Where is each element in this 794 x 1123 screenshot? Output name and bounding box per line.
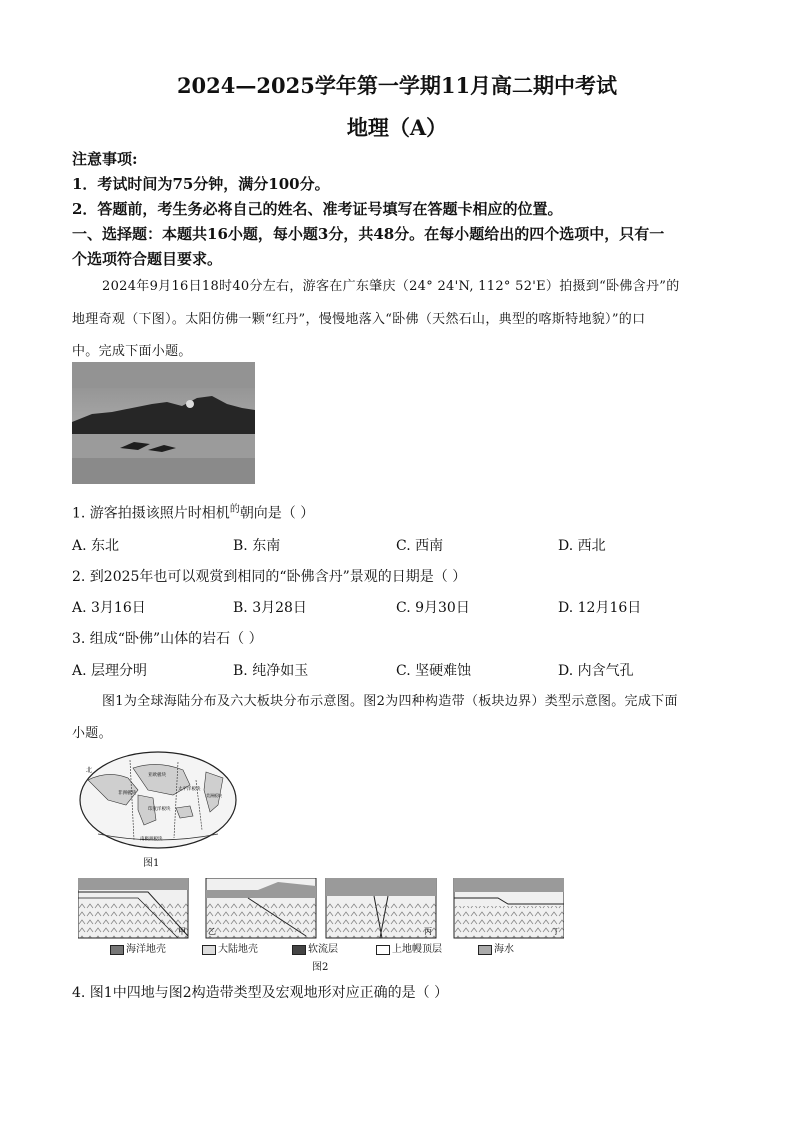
option-a[interactable]: A. 层理分明 (72, 663, 148, 679)
figure-2-caption: 图2 (312, 962, 329, 973)
map-label-eurasia: 亚欧板块 (148, 773, 166, 778)
figure-1-caption: 图1 (143, 858, 160, 869)
map-label-antarctic: 南极洲板块 (140, 837, 163, 842)
tectonic-boundary-diagram (78, 878, 564, 940)
world-plate-map (78, 750, 238, 850)
legend-item: 海洋地壳 (110, 940, 166, 955)
passage-line: 中。完成下面小题。 (72, 344, 192, 359)
exam-title: 2024—2025学年第一学期11月高二期中考试 (176, 73, 618, 98)
option-b[interactable]: B. 3月28日 (233, 600, 307, 616)
section-heading: 一、选择题：本题共16小题，每小题3分，共48分。在每小题给出的四个选项中，只有一 (72, 225, 665, 243)
option-b[interactable]: B. 东南 (233, 538, 281, 554)
passage-line: 地理奇观（下图）。太阳仿佛一颗“红丹”，慢慢地落入“卧佛（天然石山，典型的喀斯特地貌）”的口 (72, 312, 646, 327)
question-1: 1. 游客拍摄该照片时相机$^的$朝向是（ ） (72, 504, 315, 522)
legend-item: 上地幔顶层 (376, 940, 442, 955)
legend-item: 海水 (478, 940, 514, 955)
map-label-indian: 印度洋板块 (148, 807, 171, 812)
question-3: 3. 组成“卧佛”山体的岩石（ ） (72, 631, 263, 647)
panel-label: 甲 (178, 927, 186, 936)
option-d[interactable]: D. 内含气孔 (558, 663, 634, 679)
map-label-africa: 非洲板块 (118, 791, 136, 796)
section-heading-cont: 个选项符合题目要求。 (72, 250, 223, 268)
legend-item: 大陆地壳 (202, 940, 258, 955)
seawater-swatch (478, 945, 492, 955)
question-mark: 的 (229, 504, 240, 515)
panel-label: 丁 (552, 927, 560, 936)
map-label-pacific: 太平洋板块 (178, 787, 201, 792)
option-b[interactable]: B. 纯净如玉 (233, 663, 309, 679)
ocean-crust-swatch (110, 945, 124, 955)
option-a[interactable]: A. 3月16日 (72, 600, 146, 616)
asthenosphere-swatch (292, 945, 306, 955)
option-c[interactable]: C. 西南 (396, 538, 444, 554)
option-a[interactable]: A. 东北 (72, 538, 120, 554)
passage-line: 小题。 (72, 726, 112, 741)
option-d[interactable]: D. 12月16日 (558, 600, 642, 616)
notes-heading: 注意事项: (72, 150, 138, 168)
map-label-north: 北 (86, 767, 93, 774)
passage-line: 2024年9月16日18时40分左右，游客在广东肇庆（24° 24'N, 112° 52'E）拍摄到“卧佛含丹”的 (102, 279, 680, 294)
panel-ding (454, 878, 564, 938)
question-4: 4. 图1中四地与图2构造带类型及宏观地形对应正确的是（ ） (72, 985, 449, 1001)
panel-label: 乙 (208, 927, 216, 936)
question-2: 2. 到2025年也可以观赏到相同的“卧佛含丹”景观的日期是（ ） (72, 569, 467, 585)
sunset-photo (72, 362, 255, 484)
option-c[interactable]: C. 9月30日 (396, 600, 470, 616)
panel-label: 丙 (424, 927, 432, 936)
note-item: 1．考试时间为75分钟，满分100分。 (72, 175, 330, 193)
legend-item: 软流层 (292, 940, 338, 955)
map-label-america: 美洲板块 (206, 793, 222, 798)
upper-mantle-swatch (376, 945, 390, 955)
subject-title: 地理（A） (346, 115, 448, 140)
panel-jia (78, 878, 188, 938)
option-d[interactable]: D. 西北 (558, 538, 606, 554)
panel-bing (326, 878, 436, 938)
note-item: 2．答题前，考生务必将自己的姓名、准考证号填写在答题卡相应的位置。 (72, 200, 563, 218)
passage-line: 图1为全球海陆分布及六大板块分布示意图。图2为四种构造带（板块边界）类型示意图。完成下面 (102, 694, 678, 709)
panel-yi (206, 878, 316, 938)
option-c[interactable]: C. 坚硬难蚀 (396, 663, 472, 679)
continental-crust-swatch (202, 945, 216, 955)
